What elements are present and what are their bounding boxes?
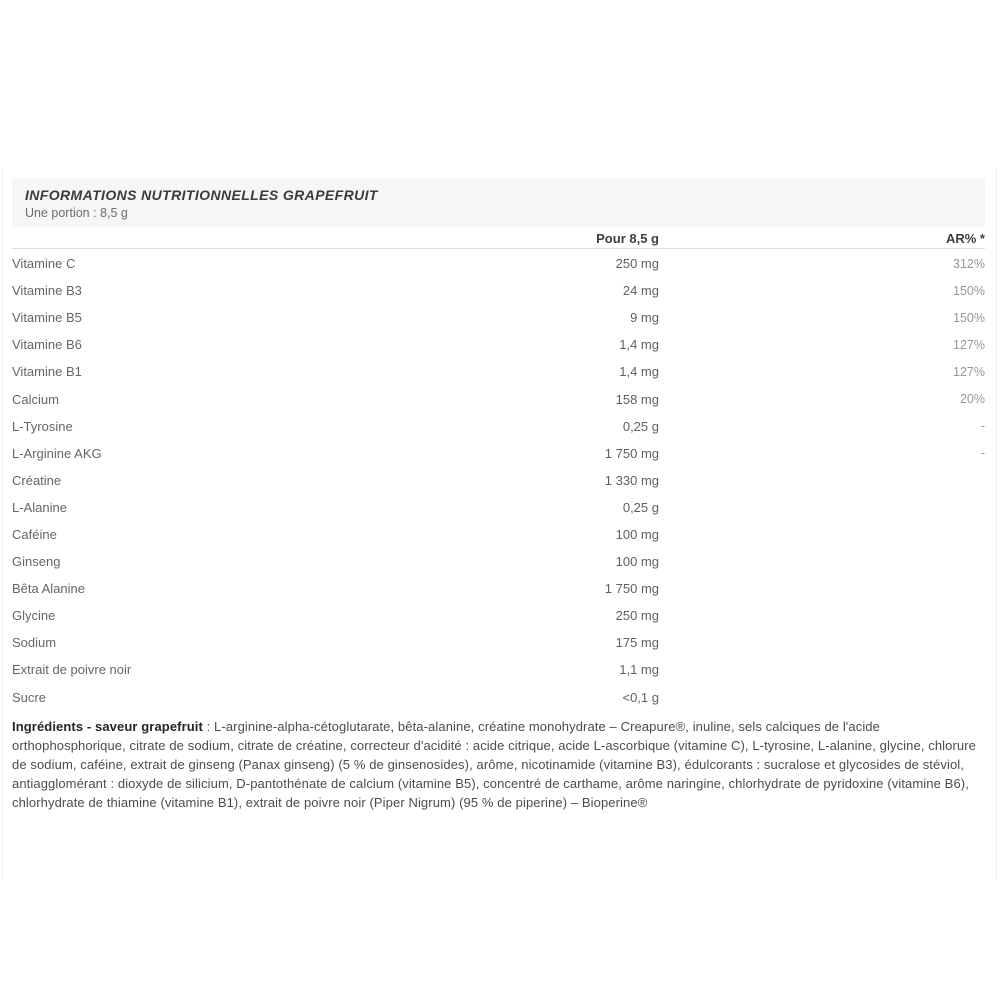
table-row	[12, 413, 985, 440]
nutrient-ar: 127%	[953, 337, 985, 352]
nutrient-name: Vitamine C	[12, 256, 76, 272]
ingredients-label: Ingrédients - saveur grapefruit	[12, 718, 203, 734]
column-header-ar: AR% *	[945, 230, 985, 246]
nutrient-amount: 1,1 mg	[619, 662, 659, 678]
table-row	[12, 656, 985, 683]
nutrient-amount: 158 mg	[615, 391, 659, 407]
nutrition-table	[12, 249, 985, 711]
nutrient-name: Extrait de poivre noir	[12, 662, 132, 678]
table-row	[12, 602, 985, 629]
nutrient-amount: 175 mg	[615, 635, 659, 651]
nutrient-amount: <0,1 g	[622, 689, 659, 705]
nutrient-amount: 9 mg	[630, 310, 659, 326]
table-row	[12, 331, 985, 358]
table-row	[12, 467, 985, 494]
table-row	[12, 385, 985, 412]
nutrient-name: Caféine	[12, 526, 57, 542]
nutrient-amount: 1 330 mg	[604, 472, 659, 488]
table-row	[12, 440, 985, 467]
nutrient-amount: 24 mg	[622, 283, 659, 299]
nutrient-amount: 100 mg	[615, 554, 659, 570]
page-edge-divider-right	[996, 168, 997, 880]
nutrient-ar: -	[980, 446, 985, 461]
nutrient-name: Vitamine B5	[12, 310, 82, 326]
ingredients-text: : L-arginine-alpha-cétoglutarate, bêta-alanine, créatine monohydrate – Creapure®, inuline, sels calciques de l'acide orthophosphorique, citrate de sodium, citrate de créatine, correcteur d'acidité : acide citrique, acide L-ascorbique (vitamine C), L-tyrosine, L-alanine, glycine, chlorure de sodium, caféine, extrait de ginseng (Panax ginseng) (5 % de ginsenosides), arôme, nicotinamide (vitamine B3), édulcorants : sucralose et glycosides de stéviol, antiagglomérant : dioxyde de silicium, D-pantothénate de calcium (vitamine B5), concentré de carthame, arôme naringine, chlorhydrate de pyridoxine (vitamine B6), chlorhydrate de thiamine (vitamine B1), extrait de poivre noir (Piper Nigrum) (95 % de piperine) – Bioperine®	[12, 718, 977, 810]
nutrient-name: L-Alanine	[12, 499, 67, 515]
nutrient-name: Calcium	[12, 391, 59, 407]
nutrition-panel-header	[12, 179, 985, 227]
nutrient-name: L-Tyrosine	[12, 418, 73, 434]
table-row	[12, 548, 985, 575]
nutrient-amount: 1 750 mg	[604, 581, 659, 597]
nutrient-name: Vitamine B3	[12, 283, 82, 299]
nutrient-amount: 1,4 mg	[619, 337, 659, 353]
nutrient-name: Ginseng	[12, 554, 61, 570]
table-row	[12, 494, 985, 521]
table-row	[12, 277, 985, 304]
table-row	[12, 250, 985, 277]
nutrient-amount: 250 mg	[615, 608, 659, 624]
nutrient-ar: 150%	[953, 310, 985, 325]
nutrient-name: L-Arginine AKG	[12, 445, 102, 461]
table-row	[12, 575, 985, 602]
ingredients-paragraph	[12, 717, 985, 812]
nutrient-amount: 250 mg	[615, 256, 659, 272]
nutrient-amount: 0,25 g	[622, 418, 659, 434]
table-header-row	[12, 228, 985, 249]
nutrient-ar: 150%	[953, 283, 985, 298]
nutrient-name: Sucre	[12, 689, 46, 705]
serving-size: Une portion : 8,5 g	[25, 206, 128, 220]
table-row	[12, 304, 985, 331]
nutrient-amount: 1,4 mg	[619, 364, 659, 380]
nutrient-ar: 312%	[953, 256, 985, 271]
table-row	[12, 358, 985, 385]
column-header-amount: Pour 8,5 g	[596, 230, 659, 246]
nutrient-name: Bêta Alanine	[12, 581, 86, 597]
nutrient-name: Vitamine B1	[12, 364, 82, 380]
page-edge-divider-left	[2, 168, 3, 880]
nutrient-ar: 127%	[953, 364, 985, 379]
table-row	[12, 629, 985, 656]
nutrient-amount: 0,25 g	[622, 499, 659, 515]
nutrient-ar: -	[980, 419, 985, 434]
nutrient-name: Sodium	[12, 635, 57, 651]
nutrient-ar: 20%	[959, 392, 985, 407]
nutrition-panel	[12, 179, 985, 812]
nutrient-name: Créatine	[12, 472, 62, 488]
nutrient-amount: 100 mg	[615, 526, 659, 542]
table-row	[12, 684, 985, 711]
panel-title: INFORMATIONS NUTRITIONNELLES GRAPEFRUIT	[25, 187, 378, 203]
table-row	[12, 521, 985, 548]
nutrient-amount: 1 750 mg	[604, 445, 659, 461]
nutrient-name: Vitamine B6	[12, 337, 82, 353]
nutrient-name: Glycine	[12, 608, 56, 624]
